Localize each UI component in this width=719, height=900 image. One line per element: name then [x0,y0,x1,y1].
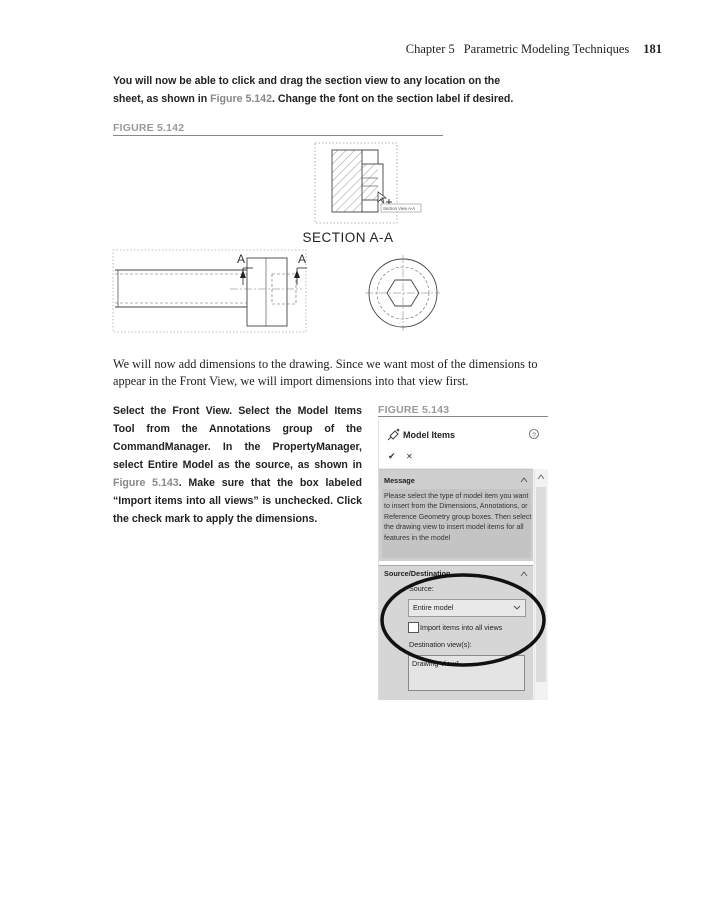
section-label[interactable]: SECTION A-A [302,230,394,245]
figure-5-142-rule [113,135,443,136]
ok-button[interactable]: ✔ [388,452,396,462]
source-label: Source: [409,584,434,593]
cut-label-left: A [236,252,246,266]
message-text: Please select the type of model item you want to insert from the Dimensions, Annotations, or Reference Geometry group boxes. Then select the drawing view to insert model items for all features in the model [384,492,532,542]
chapter-title: Parametric Modeling Techniques [463,42,630,56]
intro-line-2b: . Change the font on the section label if desired. [271,93,514,105]
cursor-tooltip: Section View A-A [383,206,416,211]
front-view[interactable] [113,250,306,332]
intro-line-1: You will now be able to click and drag the section view to any location on the [113,75,501,87]
instructions-part-1: Select the Front View. Select the Model Items Tool from the Annotations group of the CommandManager. In the PropertyManager, select Entire Model as the source, as shown in [113,405,362,471]
panel-title: Model Items [403,430,456,440]
move-cursor-icon [378,192,392,205]
destination-list-item[interactable]: Drawing View1 [412,659,460,668]
figure-5-142-label: FIGURE 5.142 [113,122,185,134]
import-items-label[interactable]: Import items into all views [420,623,503,632]
page-number: 181 [643,42,662,56]
help-glyph: ? [532,432,536,439]
destination-label: Destination view(s): [409,640,472,649]
model-items-panel [378,421,549,700]
source-destination-header: Source/Destination [384,569,451,578]
cancel-button[interactable]: ✕ [406,452,413,461]
figure-5-143-ref[interactable]: Figure 5.143 [113,477,179,489]
figure-5-143-rule [378,416,548,417]
side-view[interactable] [365,255,440,331]
intro-line-2a: sheet, as shown in [113,93,211,105]
cut-label-right: A [297,252,307,266]
message-header: Message [384,476,415,485]
figure-5-142-ref[interactable]: Figure 5.142 [210,93,272,105]
figure-5-143-label: FIGURE 5.143 [378,404,450,416]
figure-5-142-drawing [110,140,440,340]
callout-ellipse [379,421,549,700]
cutting-plane-line [240,268,307,285]
chapter-label: Chapter 5 [405,42,455,56]
source-dropdown-value: Entire model [413,603,454,612]
instructions-paragraph [113,402,362,528]
body-paragraph: We will now add dimensions to the drawing. Since we want most of the dimensions to appear in the Front View, we will import dimensions into that view first. [113,357,538,388]
running-head [406,42,662,57]
instructions-part-2: . Make sure that the box labeled “Import items into all views” is unchecked. Click the check mark to apply the dimensions. [113,477,362,525]
intro-paragraph [113,72,553,108]
